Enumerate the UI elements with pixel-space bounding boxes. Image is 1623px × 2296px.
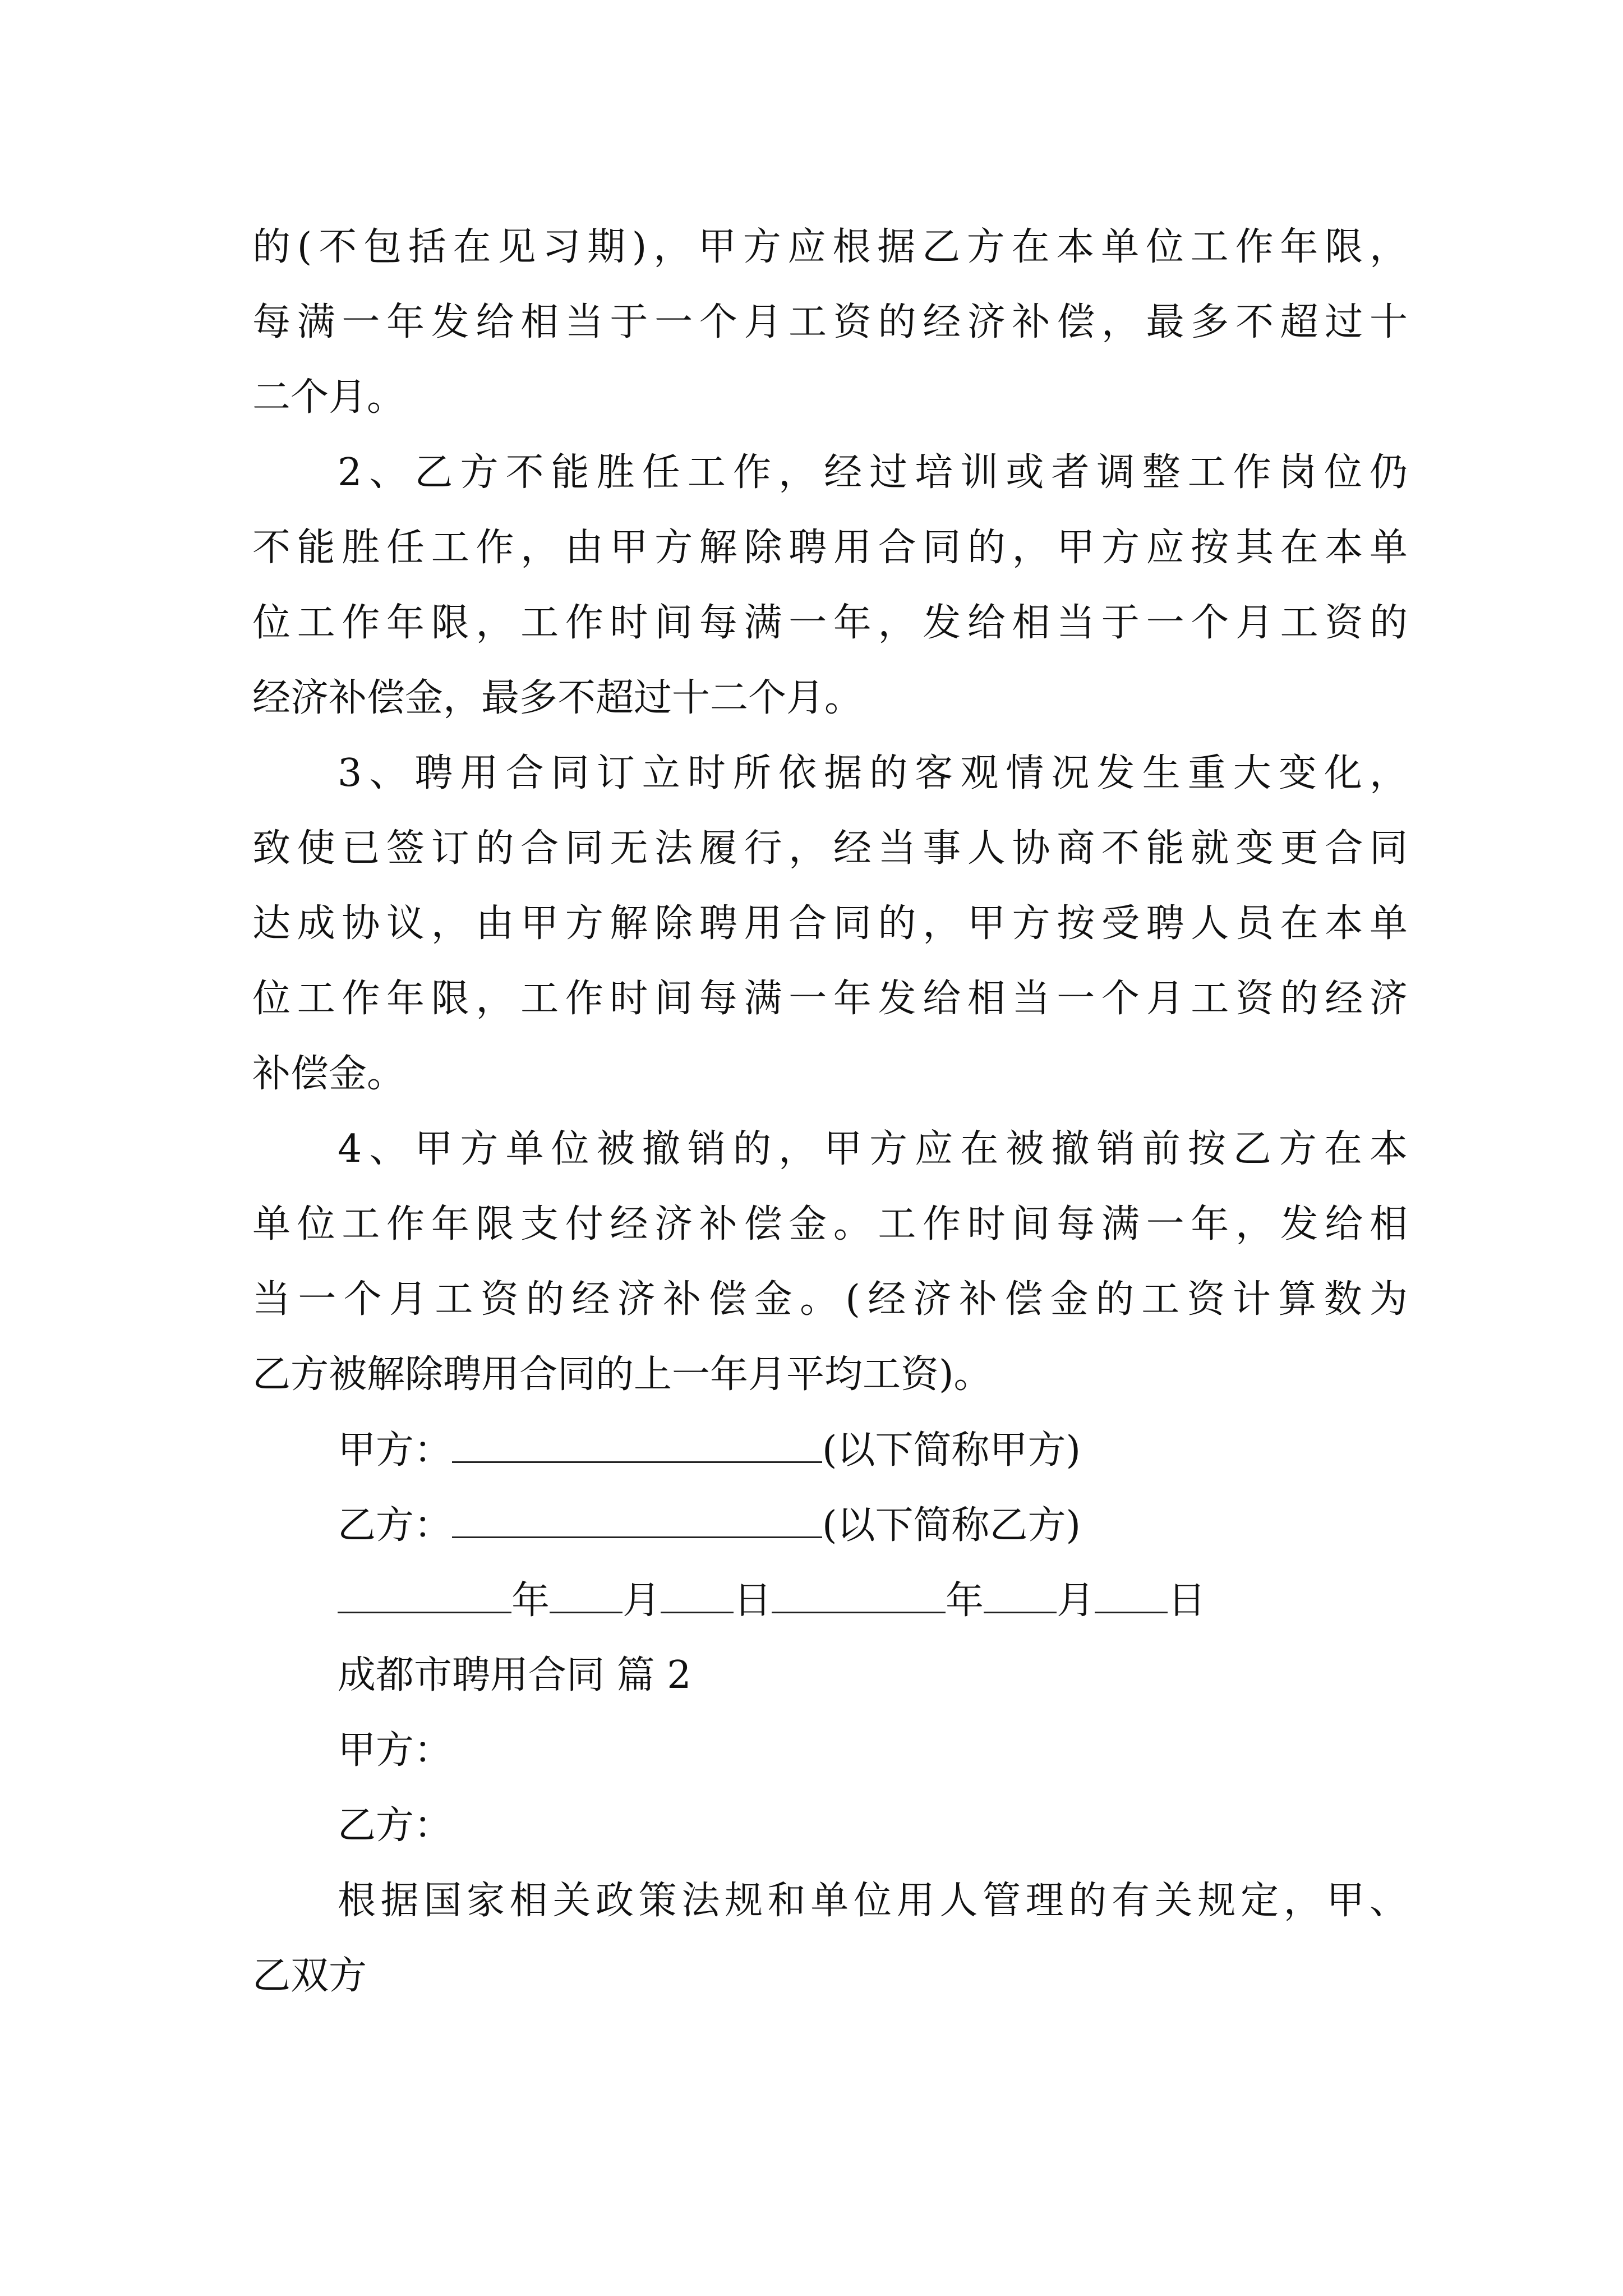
date-b-year-label: 年 <box>946 1579 984 1623</box>
paragraph-1-line-2: 每满一年发给相当于一个月工资的经济补偿，最多不超过十 <box>252 300 1408 344</box>
paragraph-2-line-3: 位工作年限，工作时间每满一年，发给相当于一个月工资的 <box>252 601 1408 645</box>
date-a-month-blank <box>550 1573 623 1613</box>
paragraph-1-line-1: 的(不包括在见习期)，甲方应根据乙方在本单位工作年限， <box>252 225 1408 269</box>
date-b-day-label: 日 <box>1168 1579 1206 1623</box>
section-2-party-a: 甲方： <box>338 1728 453 1773</box>
paragraph-1-line-3: 二个月。 <box>252 375 405 420</box>
party-b-suffix: (以下简称乙方) <box>822 1503 1081 1548</box>
paragraph-2-line-4: 经济补偿金，最多不超过十二个月。 <box>252 676 863 720</box>
paragraph-3-line-4: 位工作年限，工作时间每满一年发给相当一个月工资的经济 <box>252 977 1408 1021</box>
paragraph-3-line-2: 致使已签订的合同无法履行，经当事人协商不能就变更合同 <box>252 826 1408 871</box>
party-a-signature-line <box>338 1423 1408 1477</box>
date-b-day-blank <box>1095 1573 1168 1613</box>
paragraph-4-line-1: 4、甲方单位被撤销的，甲方应在被撤销前按乙方在本 <box>338 1127 1408 1171</box>
paragraph-4-line-4: 乙方被解除聘用合同的上一年月平均工资)。 <box>252 1352 992 1397</box>
party-a-suffix: (以下简称甲方) <box>822 1428 1081 1473</box>
paragraph-2-line-2: 不能胜任工作，由甲方解除聘用合同的，甲方应按其在本单 <box>252 526 1408 570</box>
paragraph-2-line-1: 2、乙方不能胜任工作，经过培训或者调整工作岗位仍 <box>338 450 1408 495</box>
date-b-year-blank <box>772 1573 946 1613</box>
date-b-month-blank <box>984 1573 1057 1613</box>
date-a-year-blank <box>338 1573 511 1613</box>
date-a-day-blank <box>661 1573 734 1613</box>
paragraph-3-line-1: 3、聘用合同订立时所依据的客观情况发生重大变化， <box>338 751 1408 795</box>
section-2-title: 成都市聘用合同 篇 2 <box>338 1653 691 1697</box>
paragraph-3-line-5: 补偿金。 <box>252 1052 405 1096</box>
date-b-month-label: 月 <box>1057 1579 1095 1623</box>
date-a-year-label: 年 <box>511 1579 550 1623</box>
date-a-day-label: 日 <box>734 1579 772 1623</box>
party-b-signature-line <box>338 1498 1408 1552</box>
date-a-month-label: 月 <box>623 1579 661 1623</box>
paragraph-3-line-3: 达成协议，由甲方解除聘用合同的，甲方按受聘人员在本单 <box>252 901 1408 946</box>
party-a-label: 甲方： <box>338 1428 453 1473</box>
section-2-party-b: 乙方： <box>338 1803 453 1848</box>
party-b-blank <box>452 1498 822 1538</box>
party-b-label: 乙方： <box>338 1503 453 1548</box>
date-line <box>338 1573 1408 1627</box>
paragraph-4-line-3: 当一个月工资的经济补偿金。(经济补偿金的工资计算数为 <box>252 1277 1408 1322</box>
section-2-intro-line-2: 乙双方 <box>252 1954 367 1998</box>
party-a-blank <box>452 1423 822 1463</box>
paragraph-4-line-2: 单位工作年限支付经济补偿金。工作时间每满一年，发给相 <box>252 1202 1408 1246</box>
section-2-intro-line-1: 根据国家相关政策法规和单位用人管理的有关规定，甲、 <box>338 1879 1408 1923</box>
